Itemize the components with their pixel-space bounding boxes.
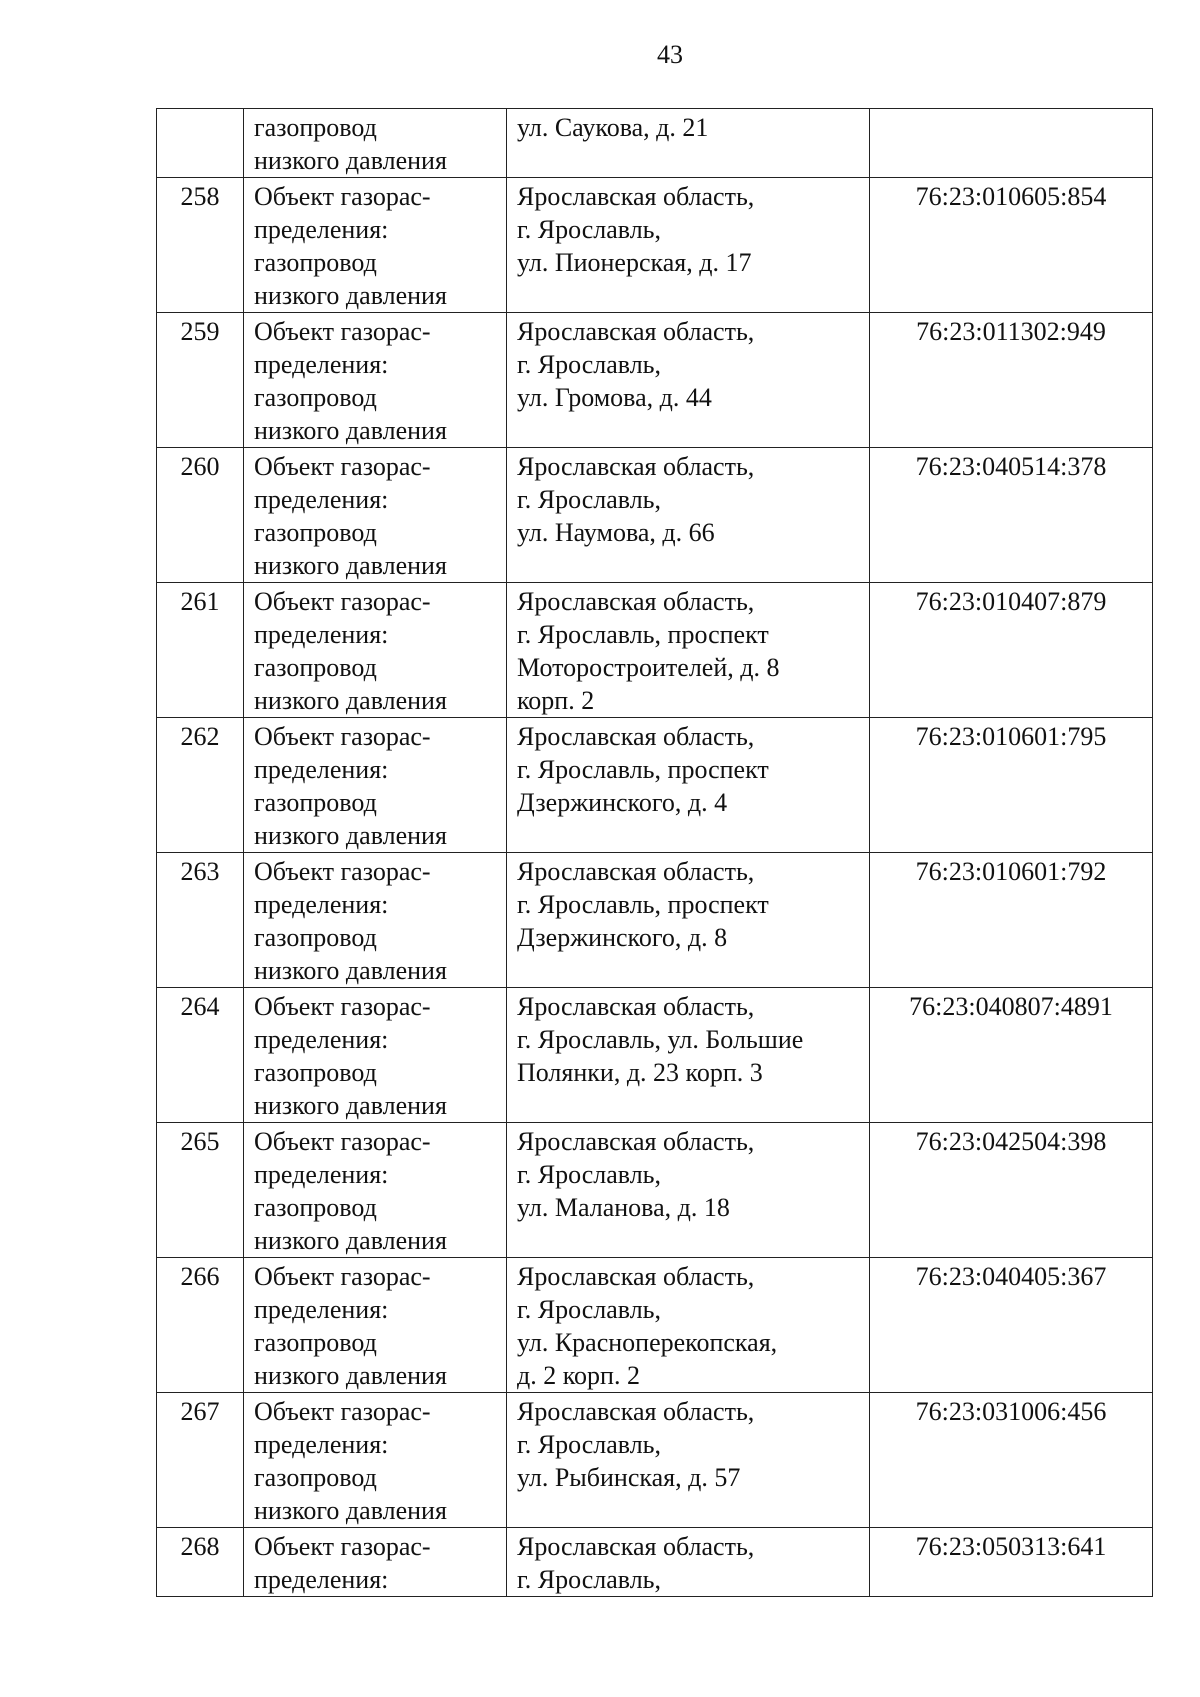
object-name-line: низкого давления [254, 551, 447, 580]
address-line: Ярославская область, [517, 452, 755, 481]
object-name-cell [244, 109, 507, 178]
address-line: ул. Рыбинская, д. 57 [517, 1463, 741, 1492]
row-number: 263 [180, 857, 220, 886]
address-line: ул. Саукова, д. 21 [517, 113, 709, 142]
object-name-line: газопровод [254, 518, 377, 547]
address-line: г. Ярославль, [517, 350, 662, 379]
object-name-line: низкого давления [254, 416, 447, 445]
cadastral-number-cell [870, 718, 1153, 853]
object-name-line: пределения: [254, 1295, 389, 1324]
object-name-cell [244, 583, 507, 718]
cadastral-number: 76:23:040807:4891 [909, 992, 1113, 1021]
object-name-line: Объект газорас- [254, 452, 431, 481]
object-name-line: газопровод [254, 1193, 377, 1222]
row-number: 268 [180, 1532, 220, 1561]
object-name-line: Объект газорас- [254, 1262, 431, 1291]
cadastral-number-cell [870, 853, 1153, 988]
object-name-line: пределения: [254, 1025, 389, 1054]
table-row [157, 178, 1153, 313]
row-number-cell [157, 1393, 244, 1528]
address-line: г. Ярославль, [517, 1565, 662, 1594]
object-name-line: пределения: [254, 755, 389, 784]
address-cell [507, 988, 870, 1123]
row-number-cell [157, 718, 244, 853]
address-line: д. 2 корп. 2 [517, 1361, 640, 1390]
table-body [157, 109, 1153, 1597]
address-line: Дзержинского, д. 4 [517, 788, 728, 817]
cadastral-number-cell [870, 109, 1153, 178]
object-name-line: низкого давления [254, 956, 447, 985]
cadastral-number-cell [870, 313, 1153, 448]
object-name-line: низкого давления [254, 821, 447, 850]
object-name-line: газопровод [254, 248, 377, 277]
cadastral-number-cell [870, 583, 1153, 718]
address-line: Ярославская область, [517, 1397, 755, 1426]
address-line: г. Ярославль, проспект [517, 620, 769, 649]
address-line: ул. Маланова, д. 18 [517, 1193, 730, 1222]
table-row [157, 583, 1153, 718]
object-name-line: Объект газорас- [254, 992, 431, 1021]
address-line: г. Ярославль, ул. Большие [517, 1025, 804, 1054]
object-name-line: газопровод [254, 1058, 377, 1087]
table-row [157, 718, 1153, 853]
cadastral-number: 76:23:050313:641 [915, 1532, 1107, 1561]
cadastral-number: 76:23:042504:398 [915, 1127, 1107, 1156]
address-line: Дзержинского, д. 8 [517, 923, 728, 952]
address-line: Полянки, д. 23 корп. 3 [517, 1058, 763, 1087]
cadastral-number-cell [870, 448, 1153, 583]
row-number: 261 [180, 587, 220, 616]
address-cell [507, 583, 870, 718]
row-number-cell [157, 583, 244, 718]
address-cell [507, 109, 870, 178]
address-line: Ярославская область, [517, 587, 755, 616]
object-name-line: пределения: [254, 485, 389, 514]
address-cell [507, 1393, 870, 1528]
cadastral-number: 76:23:011302:949 [916, 317, 1106, 346]
address-line: г. Ярославль, [517, 1295, 662, 1324]
cadastral-number-cell [870, 1393, 1153, 1528]
row-number: 262 [180, 722, 220, 751]
object-name-line: газопровод [254, 923, 377, 952]
cadastral-number: 76:23:010601:792 [915, 857, 1107, 886]
object-name-cell [244, 313, 507, 448]
object-name-line: пределения: [254, 350, 389, 379]
row-number-cell [157, 313, 244, 448]
table-row [157, 1258, 1153, 1393]
row-number-cell [157, 178, 244, 313]
address-line: Ярославская область, [517, 722, 755, 751]
address-line: Ярославская область, [517, 182, 755, 211]
table-row [157, 853, 1153, 988]
address-line: Моторостроителей, д. 8 [517, 653, 780, 682]
object-name-line: Объект газорас- [254, 1397, 431, 1426]
row-number: 266 [180, 1262, 220, 1291]
table-row [157, 448, 1153, 583]
object-name-cell [244, 1258, 507, 1393]
object-name-cell [244, 853, 507, 988]
object-name-cell [244, 178, 507, 313]
cadastral-number-cell [870, 988, 1153, 1123]
table-row [157, 109, 1153, 178]
row-number-cell [157, 448, 244, 583]
address-cell [507, 448, 870, 583]
object-name-cell [244, 718, 507, 853]
address-line: Ярославская область, [517, 317, 755, 346]
cadastral-number: 76:23:040405:367 [915, 1262, 1107, 1291]
address-line: ул. Пионерская, д. 17 [517, 248, 752, 277]
table-row [157, 1528, 1153, 1597]
object-name-line: Объект газорас- [254, 182, 431, 211]
object-name-line: низкого давления [254, 1496, 447, 1525]
cadastral-number: 76:23:010605:854 [915, 182, 1107, 211]
table-row [157, 1123, 1153, 1258]
address-line: г. Ярославль, [517, 215, 662, 244]
object-name-line: газопровод [254, 383, 377, 412]
address-line: Ярославская область, [517, 1532, 755, 1561]
row-number-cell [157, 1123, 244, 1258]
table-row [157, 1393, 1153, 1528]
object-name-cell [244, 448, 507, 583]
address-cell [507, 853, 870, 988]
object-name-line: Объект газорас- [254, 1532, 431, 1561]
row-number-cell [157, 853, 244, 988]
object-name-line: пределения: [254, 215, 389, 244]
address-line: ул. Наумова, д. 66 [517, 518, 715, 547]
address-cell [507, 1123, 870, 1258]
row-number-cell [157, 1528, 244, 1597]
address-line: Ярославская область, [517, 992, 755, 1021]
object-name-cell [244, 1123, 507, 1258]
object-name-line: низкого давления [254, 1361, 447, 1390]
address-cell [507, 718, 870, 853]
object-name-line: пределения: [254, 1430, 389, 1459]
row-number: 258 [180, 182, 220, 211]
object-name-line: низкого давления [254, 686, 447, 715]
address-line: корп. 2 [517, 686, 595, 715]
address-line: Ярославская область, [517, 1127, 755, 1156]
address-line: г. Ярославль, [517, 485, 662, 514]
object-name-line: Объект газорас- [254, 722, 431, 751]
address-cell [507, 1258, 870, 1393]
object-name-line: Объект газорас- [254, 857, 431, 886]
object-name-line: Объект газорас- [254, 587, 431, 616]
object-name-cell [244, 988, 507, 1123]
object-name-line: низкого давления [254, 1091, 447, 1120]
address-line: г. Ярославль, проспект [517, 755, 769, 784]
row-number: 264 [180, 992, 220, 1021]
object-name-line: Объект газорас- [254, 1127, 431, 1156]
cadastral-number-cell [870, 178, 1153, 313]
address-line: ул. Громова, д. 44 [517, 383, 712, 412]
table-row [157, 313, 1153, 448]
object-name-line: пределения: [254, 890, 389, 919]
row-number-cell [157, 109, 244, 178]
address-cell [507, 1528, 870, 1597]
row-number: 259 [180, 317, 220, 346]
address-line: Ярославская область, [517, 857, 755, 886]
row-number-cell [157, 1258, 244, 1393]
object-name-line: пределения: [254, 620, 389, 649]
address-line: Ярославская область, [517, 1262, 755, 1291]
address-line: г. Ярославль, [517, 1430, 662, 1459]
row-number: 260 [180, 452, 220, 481]
registry-table [156, 108, 1153, 1597]
page-number: 43 [657, 40, 683, 69]
object-name-line: газопровод [254, 113, 377, 142]
cadastral-number: 76:23:031006:456 [915, 1397, 1107, 1426]
object-name-line: пределения: [254, 1160, 389, 1189]
row-number-cell [157, 988, 244, 1123]
object-name-cell [244, 1528, 507, 1597]
object-name-cell [244, 1393, 507, 1528]
object-name-line: газопровод [254, 653, 377, 682]
cadastral-number-cell [870, 1258, 1153, 1393]
row-number: 267 [180, 1397, 220, 1426]
cadastral-number: 76:23:040514:378 [915, 452, 1107, 481]
object-name-line: газопровод [254, 1463, 377, 1492]
address-line: ул. Краснoперекопская, [517, 1328, 778, 1357]
object-name-line: газопровод [254, 788, 377, 817]
row-number: 265 [180, 1127, 220, 1156]
object-name-line: Объект газорас- [254, 317, 431, 346]
object-name-line: низкого давления [254, 281, 447, 310]
address-line: г. Ярославль, [517, 1160, 662, 1189]
object-name-line: низкого давления [254, 1226, 447, 1255]
address-cell [507, 178, 870, 313]
object-name-line: пределения: [254, 1565, 389, 1594]
cadastral-number-cell [870, 1123, 1153, 1258]
cadastral-number: 76:23:010601:795 [915, 722, 1107, 751]
table-row [157, 988, 1153, 1123]
address-cell [507, 313, 870, 448]
object-name-line: низкого давления [254, 146, 447, 175]
address-line: г. Ярославль, проспект [517, 890, 769, 919]
object-name-line: газопровод [254, 1328, 377, 1357]
cadastral-number: 76:23:010407:879 [915, 587, 1107, 616]
cadastral-number-cell [870, 1528, 1153, 1597]
